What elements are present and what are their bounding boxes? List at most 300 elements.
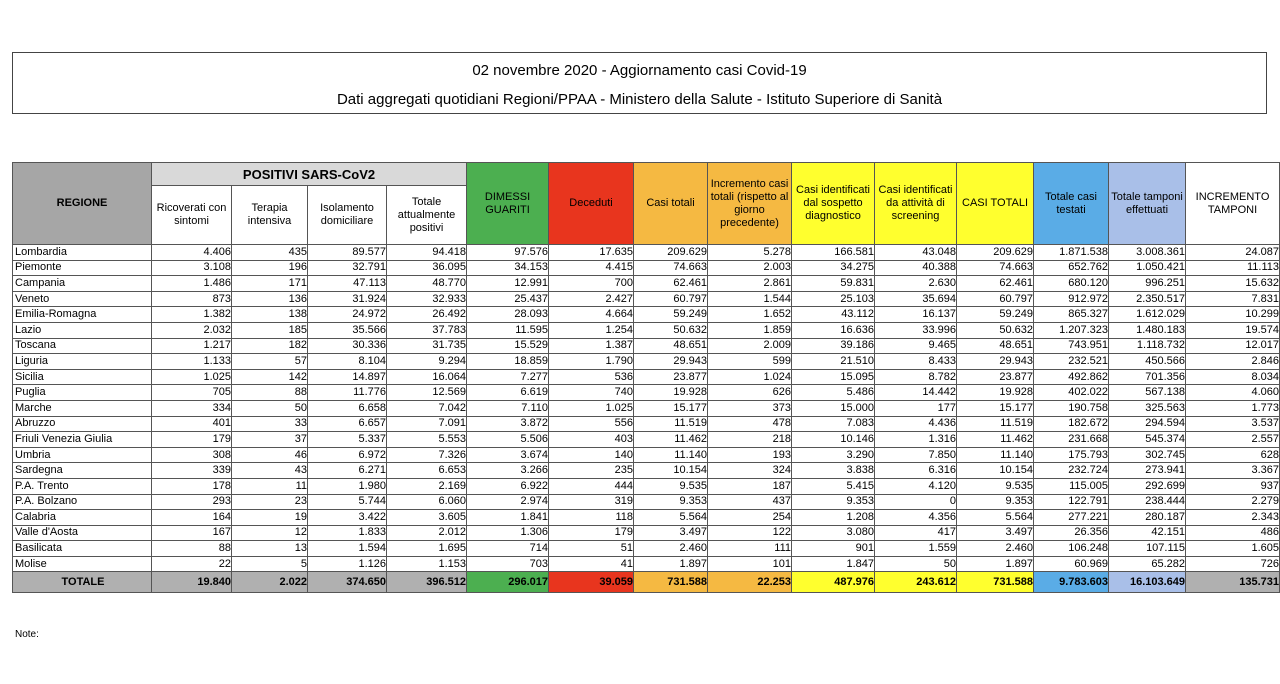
value-cell: 136: [232, 291, 308, 307]
value-cell: 11.113: [1186, 260, 1280, 276]
value-cell: 238.444: [1109, 494, 1186, 510]
total-value-cell: 731.588: [957, 572, 1034, 593]
total-value-cell: 19.840: [152, 572, 232, 593]
value-cell: 60.969: [1034, 556, 1109, 572]
value-cell: 4.406: [152, 245, 232, 261]
value-cell: 60.797: [957, 291, 1034, 307]
value-cell: 29.943: [957, 354, 1034, 370]
value-cell: 185: [232, 322, 308, 338]
positivi-group-header: POSITIVI SARS-CoV2: [152, 163, 467, 186]
value-cell: 62.461: [957, 276, 1034, 292]
value-cell: 32.791: [308, 260, 387, 276]
value-cell: 47.113: [308, 276, 387, 292]
value-cell: 4.415: [549, 260, 634, 276]
value-cell: 2.169: [387, 478, 467, 494]
value-cell: 3.422: [308, 510, 387, 526]
value-cell: 273.941: [1109, 463, 1186, 479]
table-row: [13, 541, 1280, 557]
table-row: [13, 276, 1280, 292]
value-cell: 873: [152, 291, 232, 307]
value-cell: 294.594: [1109, 416, 1186, 432]
region-name-cell: Molise: [13, 556, 152, 572]
table-row: [13, 510, 1280, 526]
col-totale-casi-testati: Totale casi testati: [1034, 163, 1109, 245]
value-cell: 115.005: [1034, 478, 1109, 494]
value-cell: 40.388: [875, 260, 957, 276]
value-cell: 94.418: [387, 245, 467, 261]
value-cell: 5.564: [634, 510, 708, 526]
table-row: [13, 478, 1280, 494]
value-cell: 277.221: [1034, 510, 1109, 526]
value-cell: 402.022: [1034, 385, 1109, 401]
value-cell: 179: [549, 525, 634, 541]
value-cell: 142: [232, 369, 308, 385]
table-body: [13, 245, 1280, 593]
value-cell: 1.871.538: [1034, 245, 1109, 261]
value-cell: 39.186: [792, 338, 875, 354]
covid-cases-table: [12, 162, 1280, 593]
value-cell: 1.025: [549, 400, 634, 416]
value-cell: 43.112: [792, 307, 875, 323]
table-row: [13, 416, 1280, 432]
value-cell: 22: [152, 556, 232, 572]
value-cell: 29.943: [634, 354, 708, 370]
value-cell: 25.103: [792, 291, 875, 307]
value-cell: 486: [1186, 525, 1280, 541]
value-cell: 7.326: [387, 447, 467, 463]
value-cell: 118: [549, 510, 634, 526]
value-cell: 912.972: [1034, 291, 1109, 307]
value-cell: 6.972: [308, 447, 387, 463]
value-cell: 2.012: [387, 525, 467, 541]
value-cell: 545.374: [1109, 432, 1186, 448]
value-cell: 2.846: [1186, 354, 1280, 370]
value-cell: 7.831: [1186, 291, 1280, 307]
value-cell: 65.282: [1109, 556, 1186, 572]
value-cell: 567.138: [1109, 385, 1186, 401]
total-row: [13, 572, 1280, 593]
value-cell: 701.356: [1109, 369, 1186, 385]
region-name-cell: Valle d'Aosta: [13, 525, 152, 541]
col-incremento-casi: Incremento casi totali (rispetto al giorno precedente): [708, 163, 792, 245]
value-cell: 101: [708, 556, 792, 572]
value-cell: 4.664: [549, 307, 634, 323]
value-cell: 9.353: [792, 494, 875, 510]
value-cell: 59.249: [957, 307, 1034, 323]
value-cell: 628: [1186, 447, 1280, 463]
value-cell: 417: [875, 525, 957, 541]
table-row: [13, 354, 1280, 370]
value-cell: 11: [232, 478, 308, 494]
value-cell: 11.519: [634, 416, 708, 432]
value-cell: 34.153: [467, 260, 549, 276]
value-cell: 106.248: [1034, 541, 1109, 557]
value-cell: 7.850: [875, 447, 957, 463]
value-cell: 3.605: [387, 510, 467, 526]
value-cell: 218: [708, 432, 792, 448]
value-cell: 15.177: [634, 400, 708, 416]
value-cell: 1.544: [708, 291, 792, 307]
value-cell: 996.251: [1109, 276, 1186, 292]
value-cell: 1.217: [152, 338, 232, 354]
region-name-cell: Emilia-Romagna: [13, 307, 152, 323]
region-name-cell: Sardegna: [13, 463, 152, 479]
total-value-cell: 243.612: [875, 572, 957, 593]
total-value-cell: 374.650: [308, 572, 387, 593]
value-cell: 23.877: [957, 369, 1034, 385]
value-cell: 25.437: [467, 291, 549, 307]
value-cell: 13: [232, 541, 308, 557]
value-cell: 743.951: [1034, 338, 1109, 354]
value-cell: 19.574: [1186, 322, 1280, 338]
value-cell: 14.442: [875, 385, 957, 401]
value-cell: 4.060: [1186, 385, 1280, 401]
value-cell: 0: [875, 494, 957, 510]
value-cell: 9.535: [957, 478, 1034, 494]
value-cell: 209.629: [634, 245, 708, 261]
value-cell: 19.928: [957, 385, 1034, 401]
value-cell: 23: [232, 494, 308, 510]
value-cell: 15.632: [1186, 276, 1280, 292]
value-cell: 3.497: [634, 525, 708, 541]
value-cell: 6.619: [467, 385, 549, 401]
value-cell: 3.838: [792, 463, 875, 479]
value-cell: 10.299: [1186, 307, 1280, 323]
region-name-cell: Veneto: [13, 291, 152, 307]
value-cell: 167: [152, 525, 232, 541]
value-cell: 6.271: [308, 463, 387, 479]
value-cell: 3.290: [792, 447, 875, 463]
value-cell: 325.563: [1109, 400, 1186, 416]
value-cell: 4.120: [875, 478, 957, 494]
value-cell: 9.294: [387, 354, 467, 370]
value-cell: 705: [152, 385, 232, 401]
total-value-cell: 396.512: [387, 572, 467, 593]
value-cell: 11.462: [957, 432, 1034, 448]
value-cell: 1.133: [152, 354, 232, 370]
col-totale-tamponi: Totale tamponi effettuati: [1109, 163, 1186, 245]
value-cell: 2.974: [467, 494, 549, 510]
value-cell: 5.486: [792, 385, 875, 401]
value-cell: 726: [1186, 556, 1280, 572]
value-cell: 178: [152, 478, 232, 494]
value-cell: 2.343: [1186, 510, 1280, 526]
value-cell: 122.791: [1034, 494, 1109, 510]
value-cell: 28.093: [467, 307, 549, 323]
value-cell: 6.060: [387, 494, 467, 510]
value-cell: 166.581: [792, 245, 875, 261]
region-name-cell: Basilicata: [13, 541, 152, 557]
value-cell: 43: [232, 463, 308, 479]
region-name-cell: Umbria: [13, 447, 152, 463]
col-casi-sospetto-diagnostico: Casi identificati dal sospetto diagnostico: [792, 163, 875, 245]
value-cell: 12.569: [387, 385, 467, 401]
region-name-cell: Campania: [13, 276, 152, 292]
value-cell: 1.859: [708, 322, 792, 338]
total-value-cell: 135.731: [1186, 572, 1280, 593]
region-name-cell: Toscana: [13, 338, 152, 354]
value-cell: 24.972: [308, 307, 387, 323]
value-cell: 3.008.361: [1109, 245, 1186, 261]
value-cell: 254: [708, 510, 792, 526]
value-cell: 1.486: [152, 276, 232, 292]
value-cell: 37.783: [387, 322, 467, 338]
total-value-cell: 2.022: [232, 572, 308, 593]
value-cell: 292.699: [1109, 478, 1186, 494]
value-cell: 11.595: [467, 322, 549, 338]
value-cell: 2.861: [708, 276, 792, 292]
col-incremento-tamponi: INCREMENTO TAMPONI: [1186, 163, 1280, 245]
value-cell: 703: [467, 556, 549, 572]
value-cell: 8.104: [308, 354, 387, 370]
value-cell: 7.110: [467, 400, 549, 416]
value-cell: 97.576: [467, 245, 549, 261]
value-cell: 15.000: [792, 400, 875, 416]
value-cell: 37: [232, 432, 308, 448]
value-cell: 1.153: [387, 556, 467, 572]
value-cell: 12.991: [467, 276, 549, 292]
value-cell: 59.249: [634, 307, 708, 323]
value-cell: 5: [232, 556, 308, 572]
value-cell: 11.519: [957, 416, 1034, 432]
value-cell: 196: [232, 260, 308, 276]
value-cell: 1.050.421: [1109, 260, 1186, 276]
table-row: [13, 556, 1280, 572]
value-cell: 34.275: [792, 260, 875, 276]
value-cell: 2.630: [875, 276, 957, 292]
value-cell: 50.632: [634, 322, 708, 338]
value-cell: 6.653: [387, 463, 467, 479]
value-cell: 26.492: [387, 307, 467, 323]
value-cell: 1.605: [1186, 541, 1280, 557]
table-row: [13, 447, 1280, 463]
value-cell: 14.897: [308, 369, 387, 385]
value-cell: 478: [708, 416, 792, 432]
value-cell: 2.460: [634, 541, 708, 557]
value-cell: 5.506: [467, 432, 549, 448]
value-cell: 1.612.029: [1109, 307, 1186, 323]
value-cell: 2.032: [152, 322, 232, 338]
value-cell: 8.782: [875, 369, 957, 385]
value-cell: 1.207.323: [1034, 322, 1109, 338]
value-cell: 556: [549, 416, 634, 432]
value-cell: 2.279: [1186, 494, 1280, 510]
value-cell: 11.140: [634, 447, 708, 463]
value-cell: 2.427: [549, 291, 634, 307]
col-ricoverati: Ricoverati con sintomi: [152, 186, 232, 245]
value-cell: 190.758: [1034, 400, 1109, 416]
value-cell: 865.327: [1034, 307, 1109, 323]
value-cell: 680.120: [1034, 276, 1109, 292]
value-cell: 11.776: [308, 385, 387, 401]
value-cell: 164: [152, 510, 232, 526]
value-cell: 179: [152, 432, 232, 448]
value-cell: 339: [152, 463, 232, 479]
region-name-cell: Puglia: [13, 385, 152, 401]
value-cell: 5.337: [308, 432, 387, 448]
value-cell: 4.356: [875, 510, 957, 526]
value-cell: 435: [232, 245, 308, 261]
value-cell: 2.009: [708, 338, 792, 354]
value-cell: 32.933: [387, 291, 467, 307]
value-cell: 209.629: [957, 245, 1034, 261]
value-cell: 6.658: [308, 400, 387, 416]
value-cell: 626: [708, 385, 792, 401]
value-cell: 3.872: [467, 416, 549, 432]
value-cell: 5.278: [708, 245, 792, 261]
value-cell: 187: [708, 478, 792, 494]
value-cell: 30.336: [308, 338, 387, 354]
value-cell: 42.151: [1109, 525, 1186, 541]
value-cell: 492.862: [1034, 369, 1109, 385]
col-isolamento: Isolamento domiciliare: [308, 186, 387, 245]
value-cell: 10.146: [792, 432, 875, 448]
value-cell: 33: [232, 416, 308, 432]
value-cell: 46: [232, 447, 308, 463]
value-cell: 7.091: [387, 416, 467, 432]
value-cell: 714: [467, 541, 549, 557]
value-cell: 8.433: [875, 354, 957, 370]
table-row: [13, 338, 1280, 354]
table-row: [13, 260, 1280, 276]
value-cell: 88: [152, 541, 232, 557]
value-cell: 51: [549, 541, 634, 557]
value-cell: 7.042: [387, 400, 467, 416]
total-value-cell: 16.103.649: [1109, 572, 1186, 593]
value-cell: 74.663: [957, 260, 1034, 276]
report-subtitle: Dati aggregati quotidiani Regioni/PPAA - Ministero della Salute - Istituto Superiore di Sanità: [336, 91, 943, 108]
total-value-cell: 296.017: [467, 572, 549, 593]
value-cell: 1.306: [467, 525, 549, 541]
value-cell: 9.465: [875, 338, 957, 354]
value-cell: 1.594: [308, 541, 387, 557]
value-cell: 17.635: [549, 245, 634, 261]
col-totale-positivi: Totale attualmente positivi: [387, 186, 467, 245]
value-cell: 11.140: [957, 447, 1034, 463]
value-cell: 74.663: [634, 260, 708, 276]
value-cell: 89.577: [308, 245, 387, 261]
value-cell: 1.126: [308, 556, 387, 572]
value-cell: 3.108: [152, 260, 232, 276]
value-cell: 50: [875, 556, 957, 572]
value-cell: 2.460: [957, 541, 1034, 557]
col-terapia-intensiva: Terapia intensiva: [232, 186, 308, 245]
value-cell: 334: [152, 400, 232, 416]
value-cell: 15.095: [792, 369, 875, 385]
value-cell: 177: [875, 400, 957, 416]
value-cell: 16.137: [875, 307, 957, 323]
value-cell: 19: [232, 510, 308, 526]
value-cell: 652.762: [1034, 260, 1109, 276]
value-cell: 536: [549, 369, 634, 385]
region-name-cell: Friuli Venezia Giulia: [13, 432, 152, 448]
value-cell: 23.877: [634, 369, 708, 385]
value-cell: 937: [1186, 478, 1280, 494]
value-cell: 3.497: [957, 525, 1034, 541]
value-cell: 2.350.517: [1109, 291, 1186, 307]
value-cell: 3.367: [1186, 463, 1280, 479]
table-row: [13, 494, 1280, 510]
total-value-cell: 22.253: [708, 572, 792, 593]
value-cell: 15.177: [957, 400, 1034, 416]
table-row: [13, 400, 1280, 416]
value-cell: 324: [708, 463, 792, 479]
region-name-cell: Liguria: [13, 354, 152, 370]
value-cell: 7.277: [467, 369, 549, 385]
value-cell: 57: [232, 354, 308, 370]
value-cell: 140: [549, 447, 634, 463]
value-cell: 5.553: [387, 432, 467, 448]
value-cell: 11.462: [634, 432, 708, 448]
value-cell: 1.847: [792, 556, 875, 572]
value-cell: 700: [549, 276, 634, 292]
value-cell: 3.080: [792, 525, 875, 541]
value-cell: 599: [708, 354, 792, 370]
value-cell: 18.859: [467, 354, 549, 370]
value-cell: 6.316: [875, 463, 957, 479]
value-cell: 35.566: [308, 322, 387, 338]
value-cell: 3.537: [1186, 416, 1280, 432]
value-cell: 8.034: [1186, 369, 1280, 385]
report-title: 02 novembre 2020 - Aggiornamento casi Covid-19: [472, 62, 807, 79]
value-cell: 1.980: [308, 478, 387, 494]
col-casi-totali: Casi totali: [634, 163, 708, 245]
col-casi-screening: Casi identificati da attività di screening: [875, 163, 957, 245]
value-cell: 59.831: [792, 276, 875, 292]
total-value-cell: 487.976: [792, 572, 875, 593]
region-name-cell: Sicilia: [13, 369, 152, 385]
value-cell: 3.266: [467, 463, 549, 479]
value-cell: 4.436: [875, 416, 957, 432]
value-cell: 12: [232, 525, 308, 541]
value-cell: 5.744: [308, 494, 387, 510]
value-cell: 6.657: [308, 416, 387, 432]
value-cell: 6.922: [467, 478, 549, 494]
region-name-cell: Piemonte: [13, 260, 152, 276]
region-name-cell: Marche: [13, 400, 152, 416]
value-cell: 302.745: [1109, 447, 1186, 463]
value-cell: 7.083: [792, 416, 875, 432]
value-cell: 50: [232, 400, 308, 416]
value-cell: 41: [549, 556, 634, 572]
value-cell: 175.793: [1034, 447, 1109, 463]
value-cell: 373: [708, 400, 792, 416]
value-cell: 1.897: [957, 556, 1034, 572]
col-dimessi-guariti: DIMESSI GUARITI: [467, 163, 549, 245]
value-cell: 1.025: [152, 369, 232, 385]
value-cell: 901: [792, 541, 875, 557]
value-cell: 138: [232, 307, 308, 323]
value-cell: 1.024: [708, 369, 792, 385]
total-value-cell: 9.783.603: [1034, 572, 1109, 593]
value-cell: 16.636: [792, 322, 875, 338]
value-cell: 444: [549, 478, 634, 494]
value-cell: 1.118.732: [1109, 338, 1186, 354]
value-cell: 171: [232, 276, 308, 292]
value-cell: 48.770: [387, 276, 467, 292]
value-cell: 232.724: [1034, 463, 1109, 479]
region-name-cell: P.A. Bolzano: [13, 494, 152, 510]
table-row: [13, 432, 1280, 448]
value-cell: 16.064: [387, 369, 467, 385]
value-cell: 33.996: [875, 322, 957, 338]
value-cell: 437: [708, 494, 792, 510]
total-value-cell: 731.588: [634, 572, 708, 593]
table-row: [13, 307, 1280, 323]
table-row: [13, 245, 1280, 261]
value-cell: 21.510: [792, 354, 875, 370]
value-cell: 9.353: [634, 494, 708, 510]
